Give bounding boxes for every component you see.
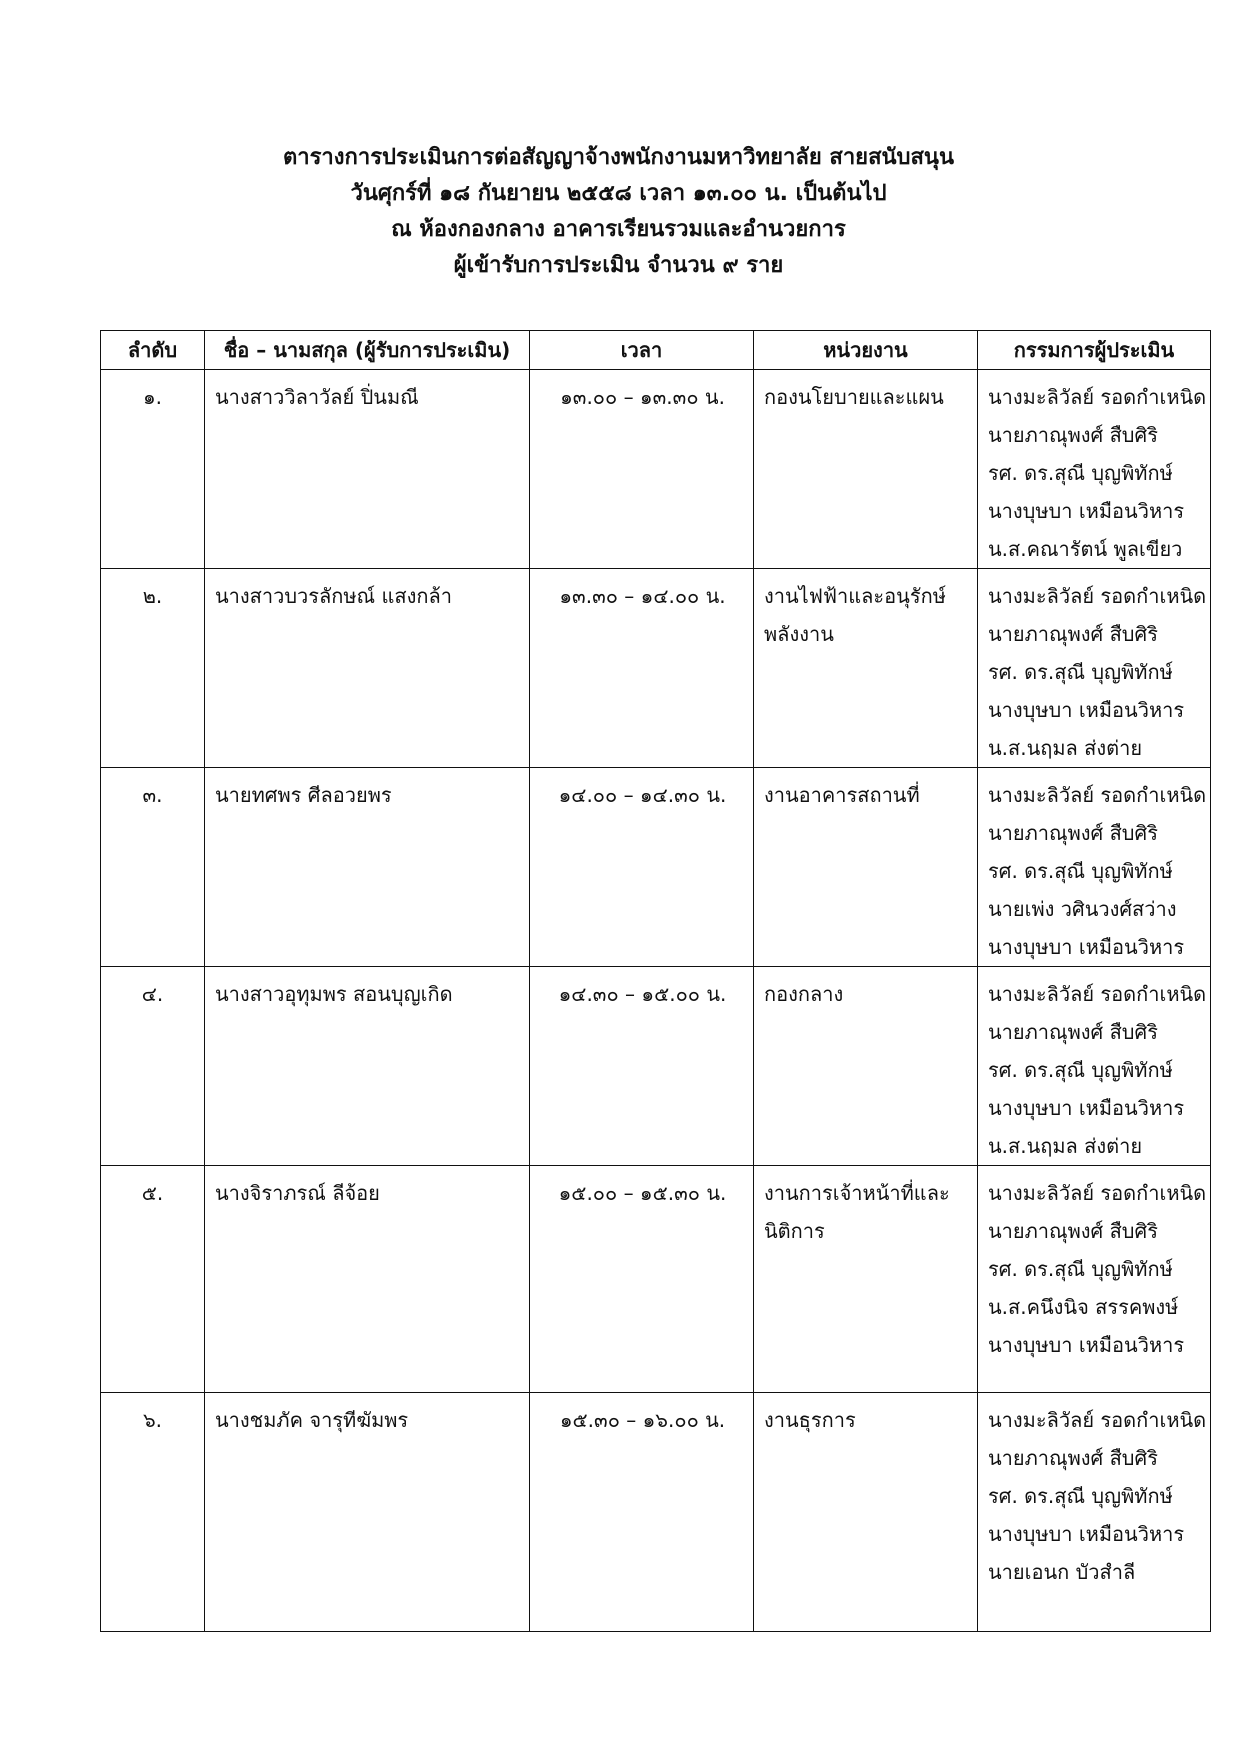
committee-member: รศ. ดร.สุณี บุญพิทักษ์	[988, 461, 1173, 485]
committee-member: นางมะลิวัลย์ รอดกำเหนิด	[988, 783, 1207, 807]
committee-member: นางมะลิวัลย์ รอดกำเหนิด	[988, 385, 1207, 409]
header-order: ลำดับ	[101, 331, 205, 370]
row-committee	[978, 1166, 1211, 1393]
committee-member: น.ส.คณารัตน์ พูลเขียว	[988, 537, 1183, 561]
document-title: ตารางการประเมินการต่อสัญญาจ้างพนักงานมหาวิทยาลัย สายสนับสนุน	[282, 145, 955, 170]
header-time: เวลา	[530, 331, 754, 370]
evaluation-schedule-table	[100, 330, 1211, 1632]
row-name: นางจิราภรณ์ ลีจ้อย	[205, 1166, 530, 1393]
committee-member: นางมะลิวัลย์ รอดกำเหนิด	[988, 1408, 1207, 1432]
row-committee	[978, 1393, 1211, 1632]
committee-member: นางบุษบา เหมือนวิหาร	[988, 935, 1185, 959]
row-order: ๖.	[101, 1393, 205, 1632]
committee-member: รศ. ดร.สุณี บุญพิทักษ์	[988, 660, 1173, 684]
committee-member: นายภาณุพงศ์ สืบศิริ	[988, 1219, 1158, 1243]
document-location: ณ ห้องกองกลาง อาคารเรียนรวมและอำนวยการ	[391, 217, 846, 242]
row-time: ๑๓.๐๐ – ๑๓.๓๐ น.	[530, 370, 754, 569]
unit-line: นิติการ	[764, 1219, 825, 1243]
committee-member: นางบุษบา เหมือนวิหาร	[988, 1333, 1185, 1357]
row-committee	[978, 967, 1211, 1166]
committee-member: นายภาณุพงศ์ สืบศิริ	[988, 821, 1158, 845]
table-row	[101, 1166, 1211, 1393]
table-header-row	[101, 331, 1211, 370]
header-committee: กรรมการผู้ประเมิน	[978, 331, 1211, 370]
committee-member: นางมะลิวัลย์ รอดกำเหนิด	[988, 584, 1207, 608]
row-unit	[754, 1393, 978, 1632]
committee-member: น.ส.นฤมล ส่งต่าย	[988, 736, 1143, 760]
committee-member: รศ. ดร.สุณี บุญพิทักษ์	[988, 1257, 1173, 1281]
document-header	[0, 140, 1237, 284]
header-name: ชื่อ – นามสกุล (ผู้รับการประเมิน)	[205, 331, 530, 370]
header-unit: หน่วยงาน	[754, 331, 978, 370]
committee-member: นายภาณุพงศ์ สืบศิริ	[988, 622, 1158, 646]
row-committee	[978, 768, 1211, 967]
committee-member: รศ. ดร.สุณี บุญพิทักษ์	[988, 859, 1173, 883]
committee-member: นายเพ่ง วศินวงศ์สว่าง	[988, 897, 1177, 921]
document-participant-count: ผู้เข้ารับการประเมิน จำนวน ๙ ราย	[453, 253, 784, 278]
row-name: นายทศพร ศีลอวยพร	[205, 768, 530, 967]
row-time: ๑๔.๓๐ – ๑๕.๐๐ น.	[530, 967, 754, 1166]
table-row	[101, 1393, 1211, 1632]
row-time: ๑๕.๓๐ – ๑๖.๐๐ น.	[530, 1393, 754, 1632]
table-row	[101, 569, 1211, 768]
unit-line: กองกลาง	[764, 982, 844, 1006]
document-date-time: วันศุกร์ที่ ๑๘ กันยายน ๒๕๕๘ เวลา ๑๓.๐๐ น. เป็นต้นไป	[350, 181, 887, 206]
unit-line: พลังงาน	[764, 622, 834, 646]
committee-member: น.ส.นฤมล ส่งต่าย	[988, 1134, 1143, 1158]
row-unit	[754, 768, 978, 967]
table-row	[101, 370, 1211, 569]
row-order: ๔.	[101, 967, 205, 1166]
unit-line: งานธุรการ	[764, 1408, 856, 1432]
unit-line: งานไฟฟ้าและอนุรักษ์	[764, 584, 946, 608]
row-order: ๑.	[101, 370, 205, 569]
row-order: ๒.	[101, 569, 205, 768]
committee-member: นายภาณุพงศ์ สืบศิริ	[988, 423, 1158, 447]
row-name: นางสาววิลาวัลย์ ปิ่นมณี	[205, 370, 530, 569]
row-time: ๑๓.๓๐ – ๑๔.๐๐ น.	[530, 569, 754, 768]
committee-member: นายภาณุพงศ์ สืบศิริ	[988, 1446, 1158, 1470]
row-order: ๓.	[101, 768, 205, 967]
committee-member: นางบุษบา เหมือนวิหาร	[988, 698, 1185, 722]
row-unit	[754, 569, 978, 768]
committee-member: นางบุษบา เหมือนวิหาร	[988, 1096, 1185, 1120]
committee-member: นายเอนก บัวสำลี	[988, 1560, 1136, 1584]
committee-member: นางบุษบา เหมือนวิหาร	[988, 1522, 1185, 1546]
row-committee	[978, 569, 1211, 768]
committee-member: นางมะลิวัลย์ รอดกำเหนิด	[988, 1181, 1207, 1205]
row-unit	[754, 1166, 978, 1393]
unit-line: งานการเจ้าหน้าที่และ	[764, 1181, 950, 1205]
row-unit	[754, 370, 978, 569]
row-order: ๕.	[101, 1166, 205, 1393]
row-time: ๑๕.๐๐ – ๑๕.๓๐ น.	[530, 1166, 754, 1393]
row-committee	[978, 370, 1211, 569]
unit-line: งานอาคารสถานที่	[764, 783, 920, 807]
row-name: นางชมภัค จารุทีฆัมพร	[205, 1393, 530, 1632]
row-name: นางสาวอุทุมพร สอนบุญเกิด	[205, 967, 530, 1166]
committee-member: นายภาณุพงศ์ สืบศิริ	[988, 1020, 1158, 1044]
row-unit	[754, 967, 978, 1166]
committee-member: นางมะลิวัลย์ รอดกำเหนิด	[988, 982, 1207, 1006]
committee-member: น.ส.คนึงนิจ สรรคพงษ์	[988, 1295, 1179, 1319]
row-time: ๑๔.๐๐ – ๑๔.๓๐ น.	[530, 768, 754, 967]
row-name: นางสาวบวรลักษณ์ แสงกล้า	[205, 569, 530, 768]
unit-line: กองนโยบายและแผน	[764, 385, 944, 409]
table-row	[101, 967, 1211, 1166]
committee-member: รศ. ดร.สุณี บุญพิทักษ์	[988, 1484, 1173, 1508]
table-row	[101, 768, 1211, 967]
committee-member: รศ. ดร.สุณี บุญพิทักษ์	[988, 1058, 1173, 1082]
committee-member: นางบุษบา เหมือนวิหาร	[988, 499, 1185, 523]
